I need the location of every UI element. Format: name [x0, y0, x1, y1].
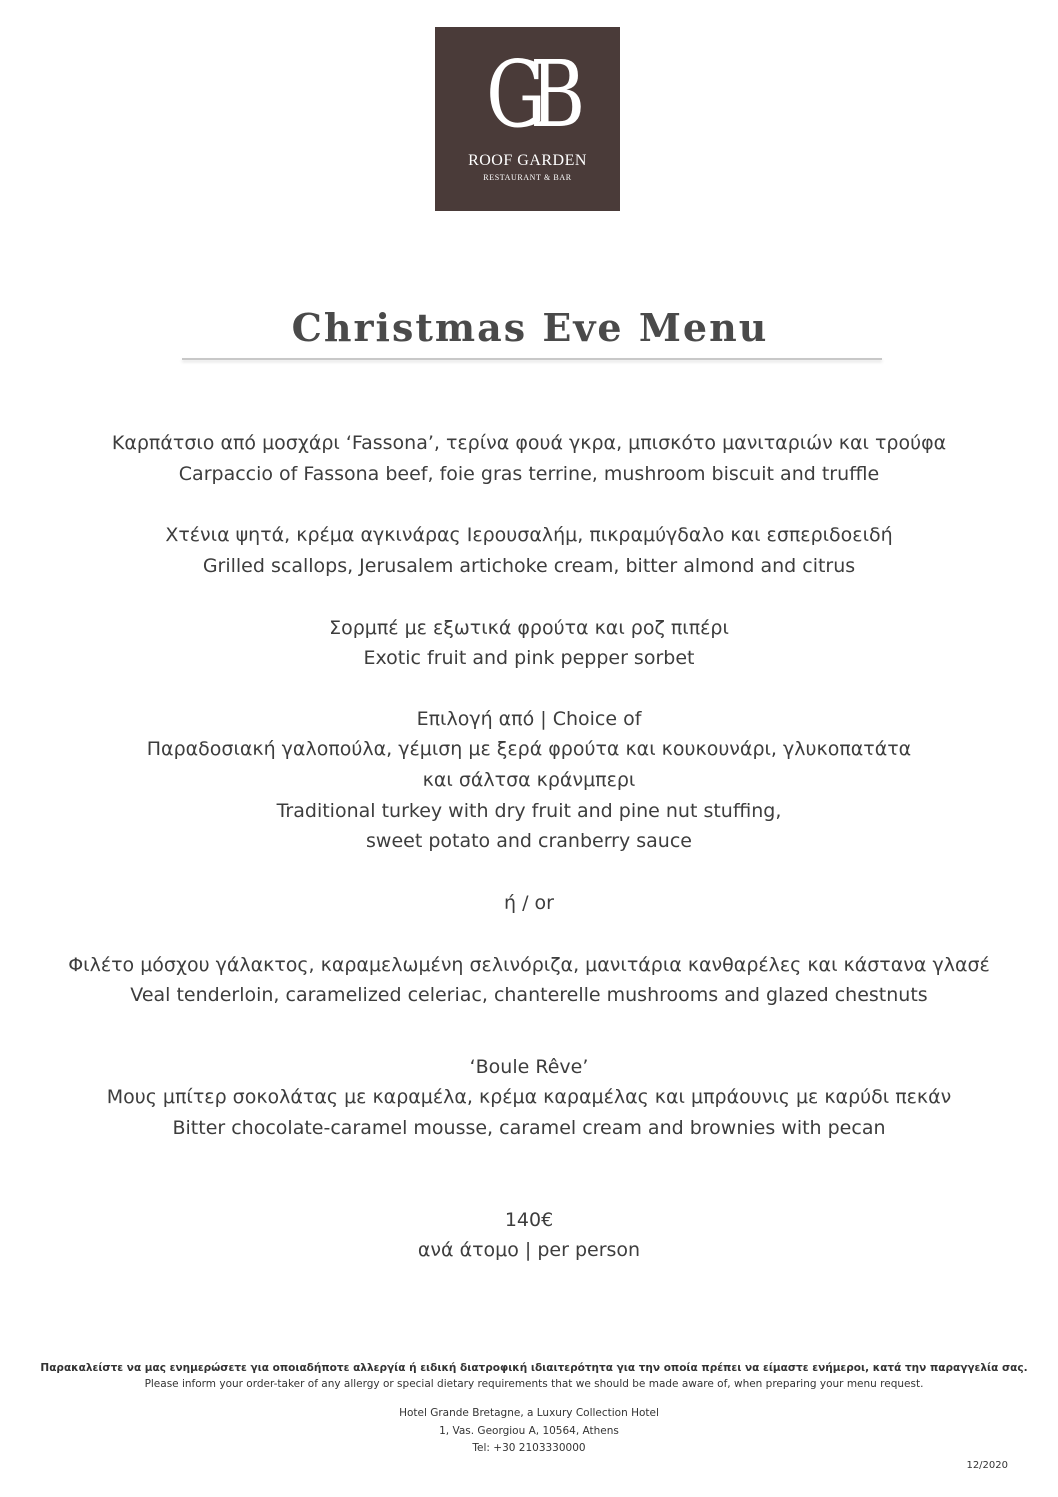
menu-line: Σορμπέ με εξωτικά φρούτα και ροζ πιπέρι: [329, 617, 729, 639]
hotel-address: 1, Vas. Georgiou A, 10564, Athens: [439, 1425, 619, 1437]
menu-line: Traditional turkey with dry fruit and pine nut stuffing,: [276, 800, 782, 822]
menu-line: Επιλογή από | Choice of: [416, 708, 642, 730]
allergy-notice-greek: Παρακαλείστε να μας ενημερώσετε για οποιαδήποτε αλλεργία ή ειδική διατροφική ιδιαιτερότητα για την οποία πρέπει να είμαστε ενήμεροι, κατά την παραγγελία σας.: [40, 1362, 1028, 1374]
restaurant-logo: [435, 27, 620, 211]
logo-monogram: GB: [486, 41, 569, 148]
menu-line: ή / or: [504, 892, 554, 914]
menu-line: Φιλέτο μόσχου γάλακτος, καραμελωμένη σελινόριζα, μανιτάρια κανθαρέλες και κάστανα γλασέ: [68, 954, 990, 976]
logo-name: ROOF GARDEN: [468, 152, 587, 169]
menu-title: Christmas Eve Menu: [291, 305, 769, 350]
menu-line: και σάλτσα κράνμπερι: [422, 769, 636, 791]
menu-line: Carpaccio of Fassona beef, foie gras terrine, mushroom biscuit and truffle: [178, 463, 880, 485]
menu-line: Grilled scallops, Jerusalem artichoke cream, bitter almond and citrus: [202, 555, 856, 577]
menu-line: Μους μπίτερ σοκολάτας με καραμέλα, κρέμα καραμέλας και μπράουνις με καρύδι πεκάν: [106, 1086, 952, 1108]
menu-line: Bitter chocolate-caramel mousse, caramel cream and brownies with pecan: [172, 1117, 886, 1139]
menu-date: 12/2020: [966, 1460, 1008, 1471]
menu-line: Καρπάτσιο από μοσχάρι ‘Fassona’, τερίνα φουά γκρα, μπισκότο μανιταριών και τρούφα: [111, 432, 947, 454]
menu-line: Χτένια ψητά, κρέμα αγκινάρας Ιερουσαλήμ, πικραμύγδαλο και εσπεριδοειδή: [165, 524, 893, 546]
menu-line: sweet potato and cranberry sauce: [366, 830, 692, 852]
hotel-phone: Tel: +30 2103330000: [472, 1442, 586, 1454]
hotel-name: Hotel Grande Bretagne, a Luxury Collection Hotel: [399, 1407, 659, 1419]
menu-line: Veal tenderloin, caramelized celeriac, chanterelle mushrooms and glazed chestnuts: [130, 984, 928, 1006]
menu-line: Exotic fruit and pink pepper sorbet: [363, 647, 695, 669]
menu-price: 140€: [504, 1209, 554, 1231]
title-divider: [182, 358, 882, 360]
menu-price-label: ανά άτομο | per person: [417, 1239, 641, 1261]
menu-line: ‘Boule Rêve’: [469, 1056, 589, 1078]
logo-subtitle: RESTAURANT & BAR: [483, 173, 572, 182]
allergy-notice-english: Please inform your order-taker of any allergy or special dietary requirements that we should be made aware of, when preparing your menu request.: [144, 1378, 924, 1390]
menu-line: Παραδοσιακή γαλοπούλα, γέμιση με ξερά φρούτα και κουκουνάρι, γλυκοπατάτα: [146, 738, 912, 760]
